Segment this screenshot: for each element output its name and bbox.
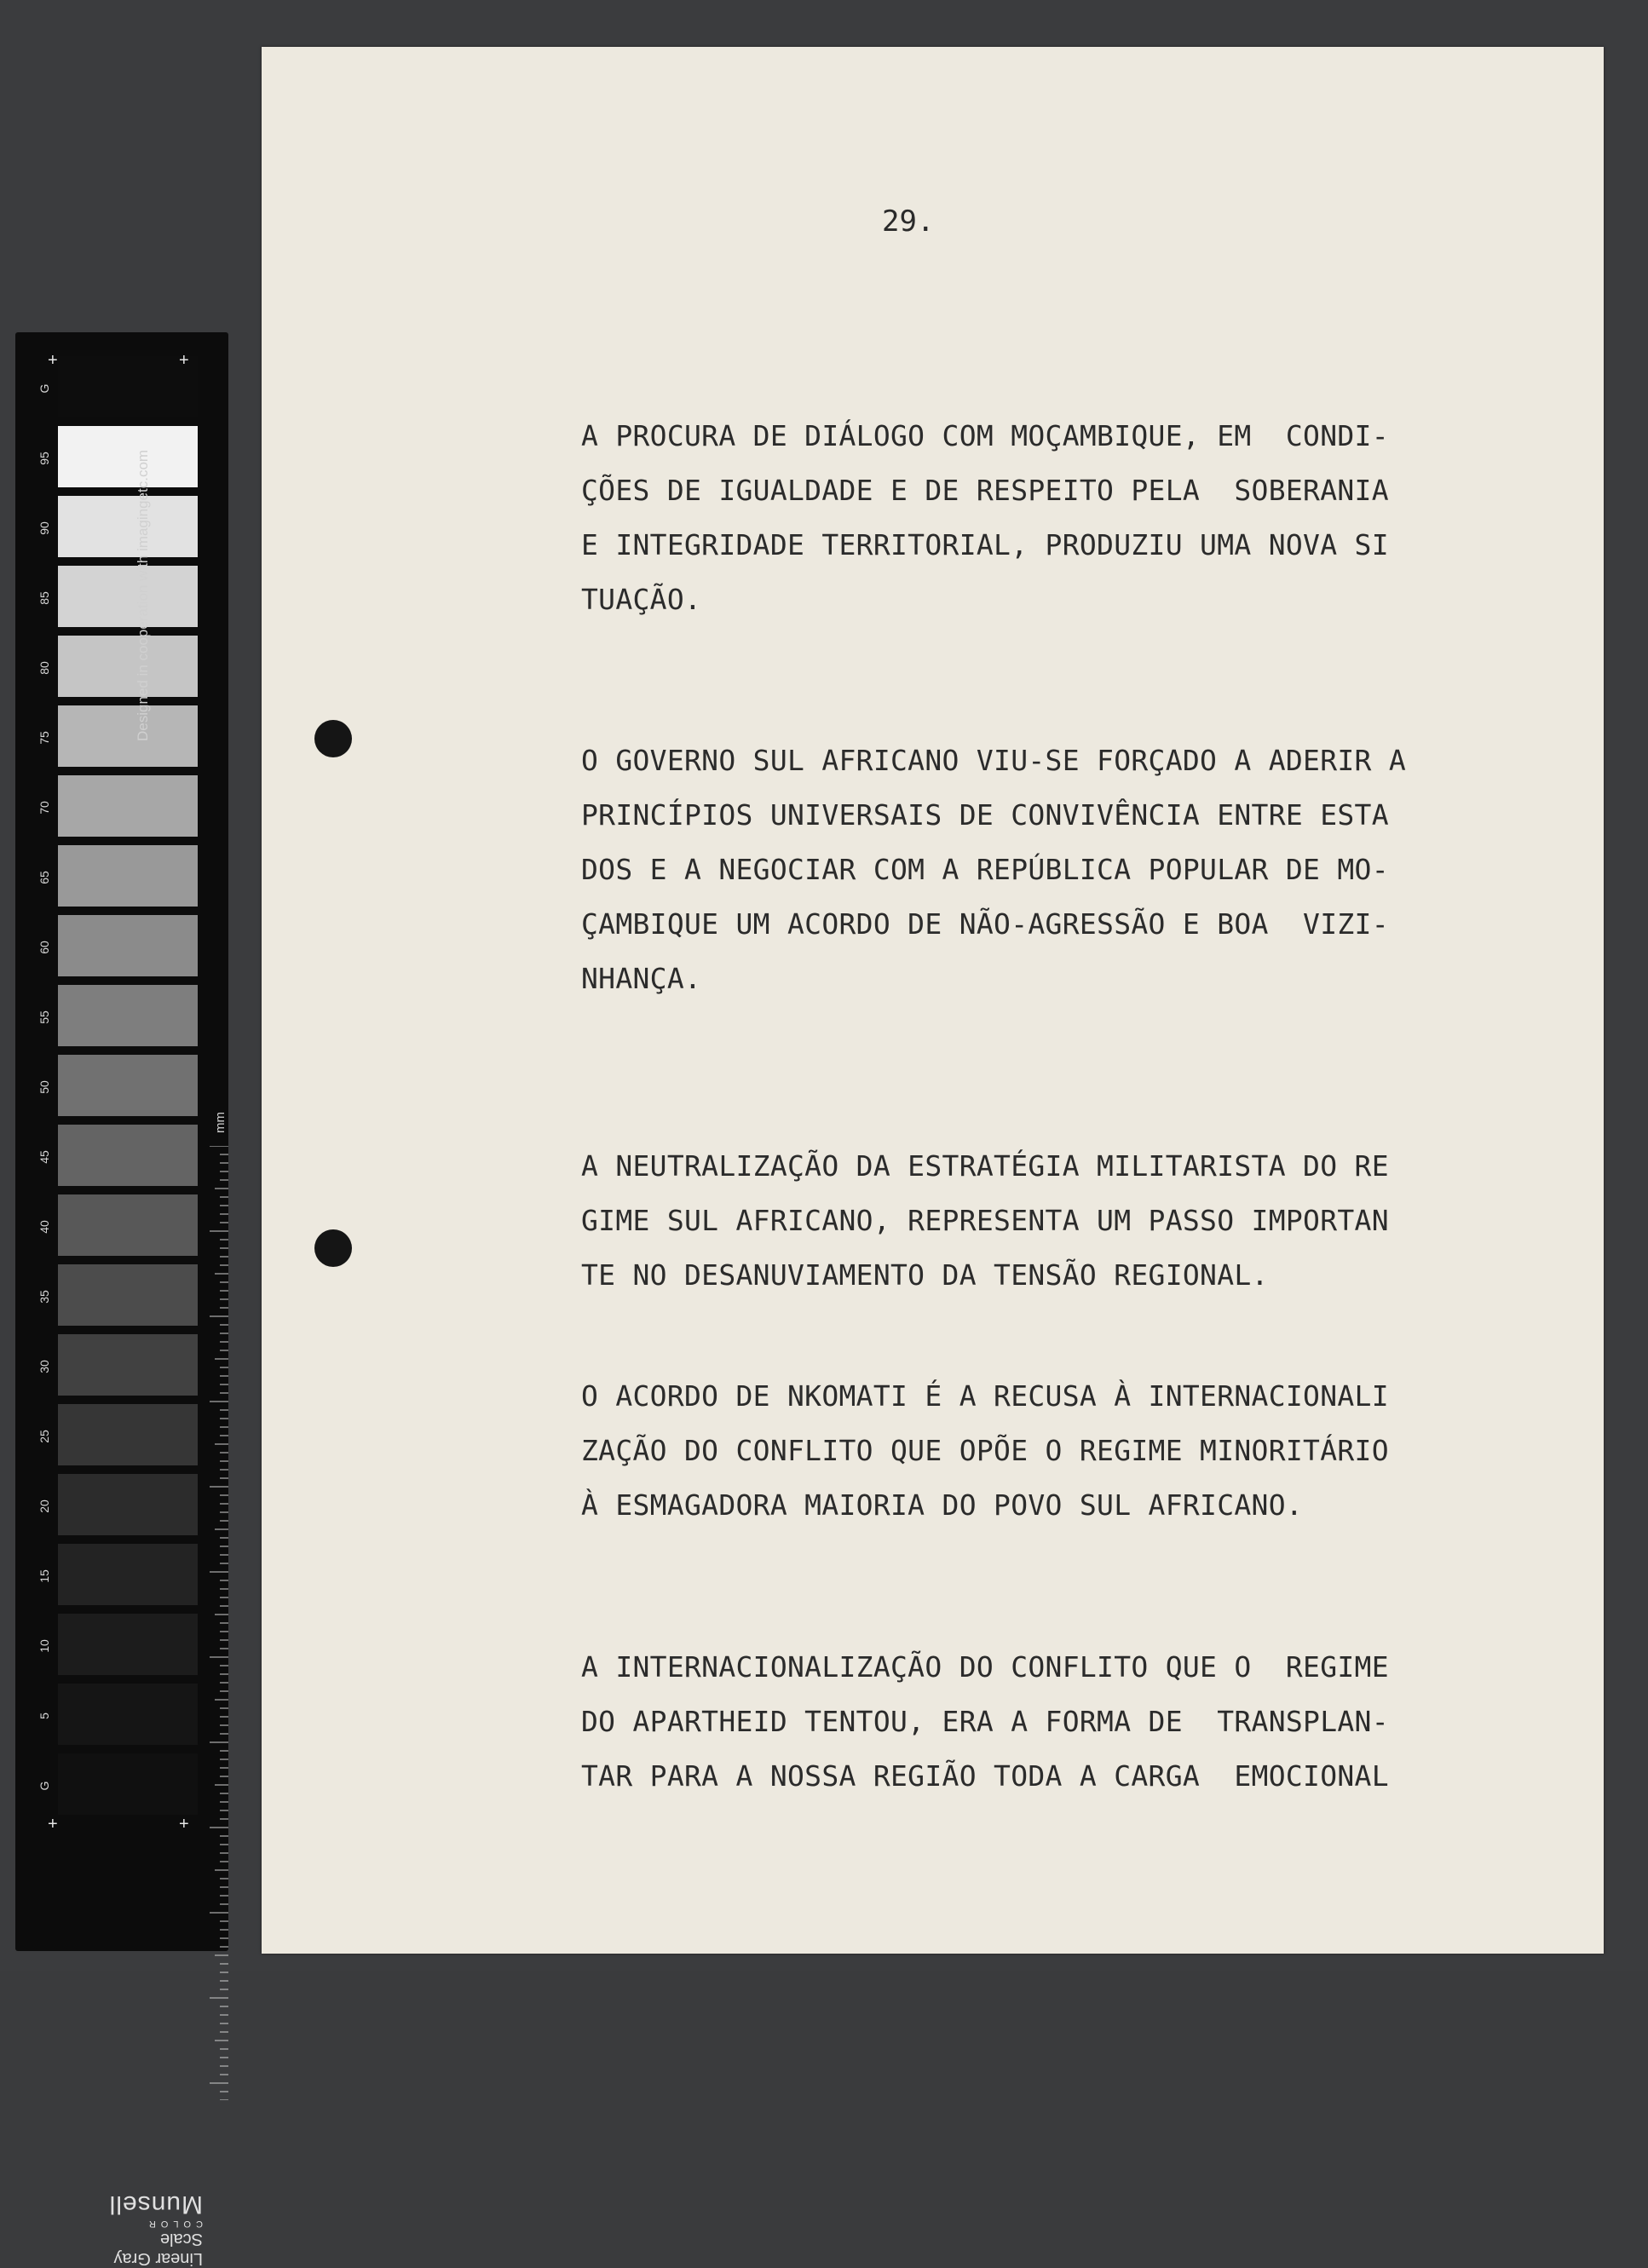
text-line: A NEUTRALIZAÇÃO DA ESTRATÉGIA MILITARISTA DO RE — [581, 1149, 1389, 1183]
gray-swatch — [58, 636, 198, 697]
gray-swatch — [58, 566, 198, 627]
gray-swatch — [58, 1334, 198, 1396]
gray-swatch — [58, 1264, 198, 1326]
gray-scale-card — [15, 332, 228, 2268]
designed-credit: Designed in cooperation with imagingetc.com — [135, 449, 151, 741]
scale-number: 30 — [37, 1360, 51, 1373]
scale-number: 25 — [37, 1430, 51, 1443]
paragraph — [581, 734, 1407, 1006]
scale-number: 45 — [37, 1150, 51, 1164]
page-number: 29. — [882, 204, 935, 239]
scale-number: 85 — [37, 591, 51, 605]
text-line: PRINCÍPIOS UNIVERSAIS DE CONVIVÊNCIA ENTRE ESTA — [581, 798, 1389, 832]
text-line: DO APARTHEID TENTOU, ERA A FORMA DE TRANSPLAN- — [581, 1705, 1389, 1738]
gray-swatch — [58, 1125, 198, 1186]
scale-number: 55 — [37, 1010, 51, 1024]
gray-swatch — [58, 356, 198, 417]
scale-number: 80 — [37, 661, 51, 675]
text-line: À ESMAGADORA MAIORIA DO POVO SUL AFRICANO. — [581, 1488, 1304, 1522]
scale-number: 60 — [37, 941, 51, 954]
gray-swatch — [58, 845, 198, 907]
gray-swatch — [58, 705, 198, 767]
paragraph — [581, 1369, 1399, 1533]
paragraph — [581, 1139, 1399, 1303]
gray-swatch — [58, 1544, 198, 1605]
registration-mark: + — [179, 351, 189, 370]
text-line: E INTEGRIDADE TERRITORIAL, PRODUZIU UMA NOVA SI — [581, 528, 1389, 561]
punch-hole — [314, 720, 352, 757]
text-line: ZAÇÃO DO CONFLITO QUE OPÕE O REGIME MINORITÁRIO — [581, 1434, 1389, 1467]
text-line: A PROCURA DE DIÁLOGO COM MOÇAMBIQUE, EM CONDI- — [581, 419, 1389, 452]
gray-swatch — [58, 1474, 198, 1535]
mm-label: mm — [213, 1112, 228, 1133]
gray-swatch — [58, 426, 198, 487]
text-line: GIME SUL AFRICANO, REPRESENTA UM PASSO IMPORTAN — [581, 1204, 1389, 1237]
text-line: O GOVERNO SUL AFRICANO VIU-SE FORÇADO A ADERIR A — [581, 744, 1407, 777]
text-line: ÇAMBIQUE UM ACORDO DE NÃO-AGRESSÃO E BOA VIZI- — [581, 907, 1389, 941]
gray-swatch — [58, 1055, 198, 1116]
paragraph — [581, 1640, 1399, 1804]
text-line: NHANÇA. — [581, 962, 702, 995]
gray-swatch — [58, 1614, 198, 1675]
scale-number: G — [37, 1781, 51, 1791]
gray-swatch — [58, 775, 198, 837]
brand-name: Munsell — [108, 2190, 203, 2219]
punch-hole — [314, 1229, 352, 1267]
registration-mark: + — [179, 1815, 189, 1833]
mm-ruler — [210, 1146, 228, 2100]
gray-swatch — [58, 1404, 198, 1465]
brand-sub: COLOR — [143, 2219, 203, 2229]
gray-swatch — [58, 1684, 198, 1745]
scale-number: 40 — [37, 1220, 51, 1234]
scale-number: 75 — [37, 731, 51, 745]
scale-number: 10 — [37, 1639, 51, 1653]
text-line: TE NO DESANUVIAMENTO DA TENSÃO REGIONAL. — [581, 1258, 1269, 1292]
scale-number: G — [37, 383, 51, 394]
scale-number: 5 — [37, 1713, 51, 1719]
document-page — [262, 47, 1604, 1954]
scale-number: 65 — [37, 871, 51, 884]
scale-number: 15 — [37, 1569, 51, 1583]
text-line: A INTERNACIONALIZAÇÃO DO CONFLITO QUE O REGIME — [581, 1650, 1389, 1684]
gray-swatch — [58, 1194, 198, 1256]
scale-number: 50 — [37, 1080, 51, 1094]
registration-mark: + — [48, 351, 58, 370]
text-line: TAR PARA A NOSSA REGIÃO TODA A CARGA EMOCIONAL — [581, 1759, 1389, 1793]
scale-number: 35 — [37, 1290, 51, 1304]
munsell-brand — [66, 2190, 203, 2268]
registration-mark: + — [48, 1815, 58, 1833]
text-line: O ACORDO DE NKOMATI É A RECUSA À INTERNACIONALI — [581, 1379, 1389, 1413]
gray-swatch — [58, 496, 198, 557]
gray-swatch — [58, 1753, 198, 1815]
gray-swatch — [58, 985, 198, 1046]
paragraph — [581, 409, 1399, 627]
scale-number: 90 — [37, 521, 51, 535]
gray-swatch — [58, 915, 198, 976]
text-line: TUAÇÃO. — [581, 583, 702, 616]
text-line: DOS E A NEGOCIAR COM A REPÚBLICA POPULAR DE MO- — [581, 853, 1389, 886]
scale-number: 70 — [37, 801, 51, 815]
scale-number: 95 — [37, 452, 51, 465]
text-line: ÇÕES DE IGUALDADE E DE RESPEITO PELA SOBERANIA — [581, 474, 1389, 507]
scale-number: 20 — [37, 1500, 51, 1513]
scale-title: Linear Gray Scale — [113, 2230, 203, 2268]
